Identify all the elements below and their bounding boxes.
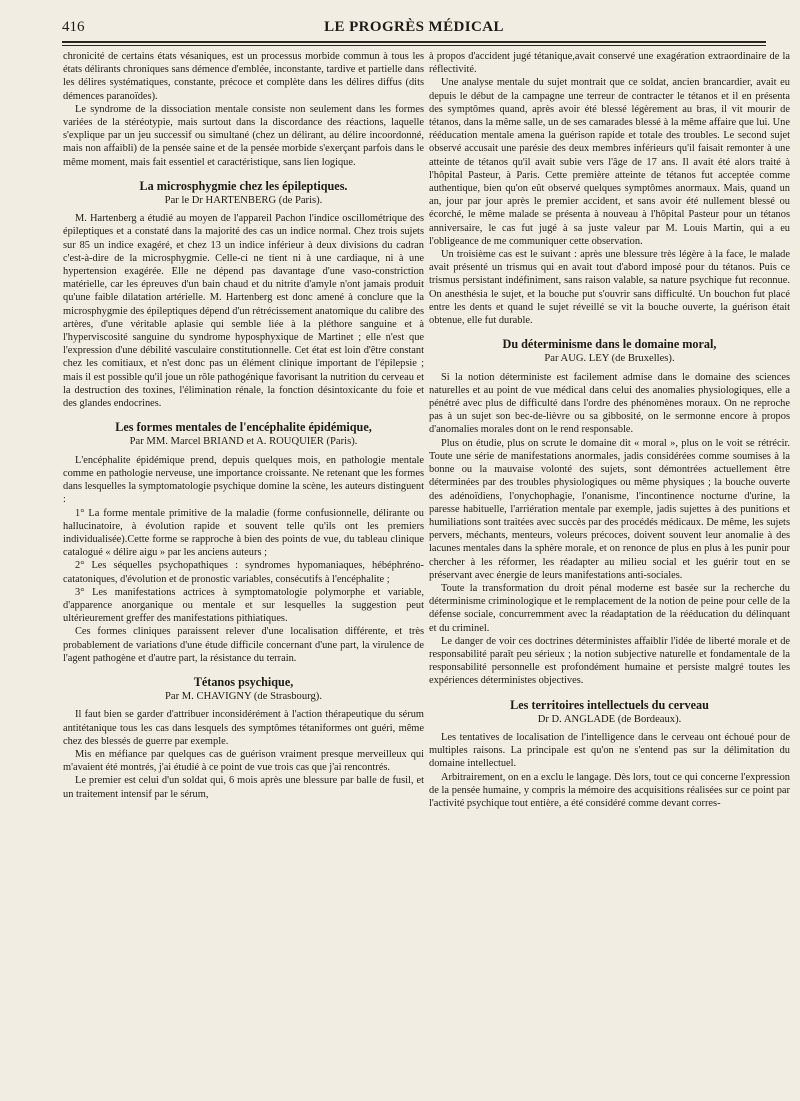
section-byline: Par le Dr HARTENBERG (de Paris). — [164, 195, 323, 207]
paragraph: Arbitrairement, on en a exclu le langage. Dès lors, tout ce qui concerne l'expression de la pensée humaine, y compris la mémoire des acquisitions réalisées sur ce point par l'activité psychique tout entière, a été considéré comme devant corres- — [429, 771, 790, 809]
section-byline: Dr D. ANGLADE (de Bordeaux). — [537, 713, 682, 725]
header-rule — [62, 41, 766, 46]
section-byline: Par AUG. LEY (de Bruxelles). — [544, 353, 675, 365]
section-byline: Par M. CHAVIGNY (de Strasbourg). — [165, 691, 322, 703]
paragraph: Plus on étudie, plus on scrute le domaine dit « moral », plus on le voit se rétrécir. Toute une série de manifestations anormales, jadis considérées comme soumises à la bonne ou la mauvaise volonté des sujets, sont démontrées actuellement être déterminées par des troubles physiologiques ou même physiques ; la bouche ouverte des adénoïdiens, l'onychophagie, l'onanisme, l'incontinence nocturne d'urine, la paresse habituelle, l'arriération mentale par exemple, jadis sujettes à des punitions et humiliations sont traitées avec succès par des procédés médicaux. De même, les sujets pervers, méchants, menteurs, voleurs précoces, doivent souvent leur anomalie à des lacunes mentales dans la sphère morale, et on renonce de plus en plus à les punir pour chercher à les réformer, les réadapter au milieu social et les guérir tout en se préservant avec énergie de leurs manifestations anti-sociales. — [429, 437, 790, 581]
paragraph: Ces formes cliniques paraissent relever d'une localisation différente, et très probablement de variations d'une étude difficile concernant d'une part, la virulence de l'agent pathogène et d'autre part, la résistance du terrain. — [63, 626, 424, 664]
section-title: Les formes mentales de l'encéphalite épidémique, — [115, 420, 372, 435]
paragraph: L'encéphalite épidémique prend, depuis quelques mois, en pathologie mentale comme en pathologie nerveuse, une importance croissante. Ne retenant que les formes dans lesquelles la symptomatologie psychique domine la scène, les auteurs distinguent : — [63, 454, 424, 506]
section-title: La microsphygmie chez les épileptiques. — [139, 178, 348, 193]
paragraph: à propos d'accident jugé tétanique,avait conservé une exagération extraordinaire de la réflectivité. — [429, 51, 790, 76]
paragraph: Le syndrome de la dissociation mentale consiste non seulement dans les formes variées de la stéréotypie, mais surtout dans la discordance des réactions, laquelle s'explique par un jeu successif ou simultané (chez un délirant, au délire incoordonné, mais non affaibli) de la pensée saine et de la pensée morbide s'exerçant parfois dans le même moment, mais fait essentiel et caractéristique, sans lien logique. — [63, 103, 424, 168]
section-title: Les territoires intellectuels du cerveau — [510, 697, 709, 712]
right-column — [429, 50, 790, 810]
paragraph: Les tentatives de localisation de l'intelligence dans le cerveau ont échoué pour de multiples raisons. La principale est qu'on ne s'entend pas sur la délimitation du domaine intellectuel. — [429, 731, 790, 770]
paragraph: Un troisième cas est le suivant : après une blessure très légère à la face, le malade avait présenté un trismus qui en avait tout d'abord imposé pour du tétanos. Puis ce trismus persistant indéfiniment, sans raison valable, sa nature psychique fut reconnue. On anesthésia le sujet, et la bouche put s'ouvrir sans difficulté. Un bouchon fut placé entre les dents et quand le sujet réveillé se vit la bouche ouverte, la guérison était obtenue, elle fut durable. — [429, 249, 790, 327]
list-item: 2° Les séquelles psychopathiques : syndromes hypomaniaques, hébéphréno-catatoniques, d'évolution et de pronostic variables, consécutifs à l'encéphalite ; — [63, 560, 424, 585]
paragraph: Le premier est celui d'un soldat qui, 6 mois après une blessure par balle de fusil, et un traitement intensif par le sérum, — [63, 775, 424, 800]
paragraph: Une analyse mentale du sujet montrait que ce soldat, ancien brancardier, avait eu depuis le début de la campagne une terreur de contracter le tétanos et il en présenta des symptômes quand, après avoir été blessé légèrement au bras, il vit mourir de tétanos, dans la même salle, un de ses camarades blessé à la même affaire que lui. Une rééducation mentale amena la guérison rapide et totale des troubles. Le second sujet observé accusait une parésie des deux membres inférieurs qu'il faisait remonter à une atteinte de tétanos qu'il avait subie vers l'âge de 17 ans. Il avait été alors traité à l'hôpital Pasteur, à Paris. Cette première atteinte de tétanos fut acceptée comme authentique, bien qu'on eût observé quelques symptômes anormaux. Mais, quand un an, jour par jour après le premier accident, et sans avoir été nullement blessé ou écorché, le même malade se présenta à nouveau à l'hôpital Pasteur pour un tétanos anniversaire, le cas fut jugé à sa juste valeur par M. Louis Martin, qui a eu l'obligeance de me communiquer cette observation. — [429, 77, 790, 247]
list-item: 1° La forme mentale primitive de la maladie (forme confusionnelle, délirante ou hallucinatoire, à évolution rapide et souvent telle qu'ils ont les premiers individualisée).Cette forme se rapproche à bien des points de vue, du tableau clinique catalogué « délire aigu » par les anciens auteurs ; — [63, 507, 424, 559]
paragraph: Mis en méfiance par quelques cas de guérison vraiment presque merveilleux qui m'avaient été montrés, j'ai étudié à ce point de vue trois cas que j'ai rencontrés. — [63, 748, 424, 774]
list-item: 3° Les manifestations actrices à symptomatologie polymorphe et variable, d'apparence anorganique ou mentale et sur lesquelles la suggestion peut ultérieurement greffer des manifestations pithiatiques. — [63, 586, 424, 625]
paragraph: chronicité de certains états vésaniques, est un processus morbide commun à tous les états délirants chroniques sans démence d'emblée, inconstante, tardive et partielle dans les délires systématiques, constante, précoce et complète dans les délires diffus (dits démences paranoïdes). — [63, 51, 424, 102]
journal-title: LE PROGRÈS MÉDICAL — [324, 19, 504, 35]
paragraph: Si la notion déterministe est facilement admise dans le domaine des sciences naturelles et au point de vue médical dans celui des anomalies physiologiques, elle a pénétré avec plus de difficulté dans l'ordre des phénomènes moraux. On ne reproche pas à un sujet son bec-de-lièvre ou sa gibbosité, on le sermonne encore à propos d'anomalies morales dont on le rend responsable. — [429, 371, 790, 436]
section-byline: Par MM. Marcel BRIAND et A. ROUQUIER (Paris). — [129, 436, 358, 448]
section-title: Tétanos psychique, — [193, 674, 294, 689]
paragraph: Il faut bien se garder d'attribuer inconsidérément à l'action thérapeutique du sérum antitétanique tous les cas dans lesquels des symptômes tétaniformes ont guéri, même chez des blessés de guerre par exemple. — [63, 709, 424, 747]
left-column — [63, 50, 424, 801]
page-header — [62, 17, 766, 39]
paragraph: M. Hartenberg a étudié au moyen de l'appareil Pachon l'indice oscillométrique des épileptiques et a constaté dans la majorité des cas un indice normal. Chez trois sujets sur 85 un indice exagéré, et chez 13 un indice inférieur à deux divisions du cadran c'est-à-dire de la microsphygmie. Celle-ci ne tient ni à une cardiaque, ni à une hypertension exagérée. Elle ne dépend pas davantage d'une vaso-constriction matérielle, car les épreuves d'un bain chaud et du nitrite d'amyle n'ont jamais produit qu'une faible dilatation artérielle. M. Hartenberg est donc amené à conclure que la microsphygmie des épileptiques dépend d'un rétrécissement anatomique du calibre des artères, d'une véritable aplasie qui semble liée à la pléthore sanguine et à l'hyperviscosité sanguine du syndrome hyposphyxique de Martinet ; elle n'est que l'expression d'une débilité vasculaire constitutionnelle. Cet état est loin d'être constant chez les comitiaux, et n'est donc pas un élément clinique important de l'épilepsie ; mais il est possible qu'il joue un rôle pathogénique favorisant la nutrition du cerveau et la destruction des toxines, l'élimination rénale, la fonction désintoxicante du foie et des glandes endocrines. — [63, 213, 424, 410]
paragraph: Le danger de voir ces doctrines déterministes affaiblir l'idée de liberté morale et de responsabilité paraît peu sérieux ; la notion subjective naturelle et fondamentale de la responsabilité personnelle est profondément humaine et persiste malgré toutes les expériences déterministes objectives. — [429, 635, 790, 687]
paragraph: Toute la transformation du droit pénal moderne est basée sur la recherche du déterminisme criminologique et le remplacement de la notion de peine pour celle de la défense sociale, concurremment avec la réadaptation de la rééducation du délinquant et du criminel. — [429, 582, 790, 634]
section-title: Du déterminisme dans le domaine moral, — [502, 337, 717, 352]
page-number: 416 — [62, 19, 85, 35]
